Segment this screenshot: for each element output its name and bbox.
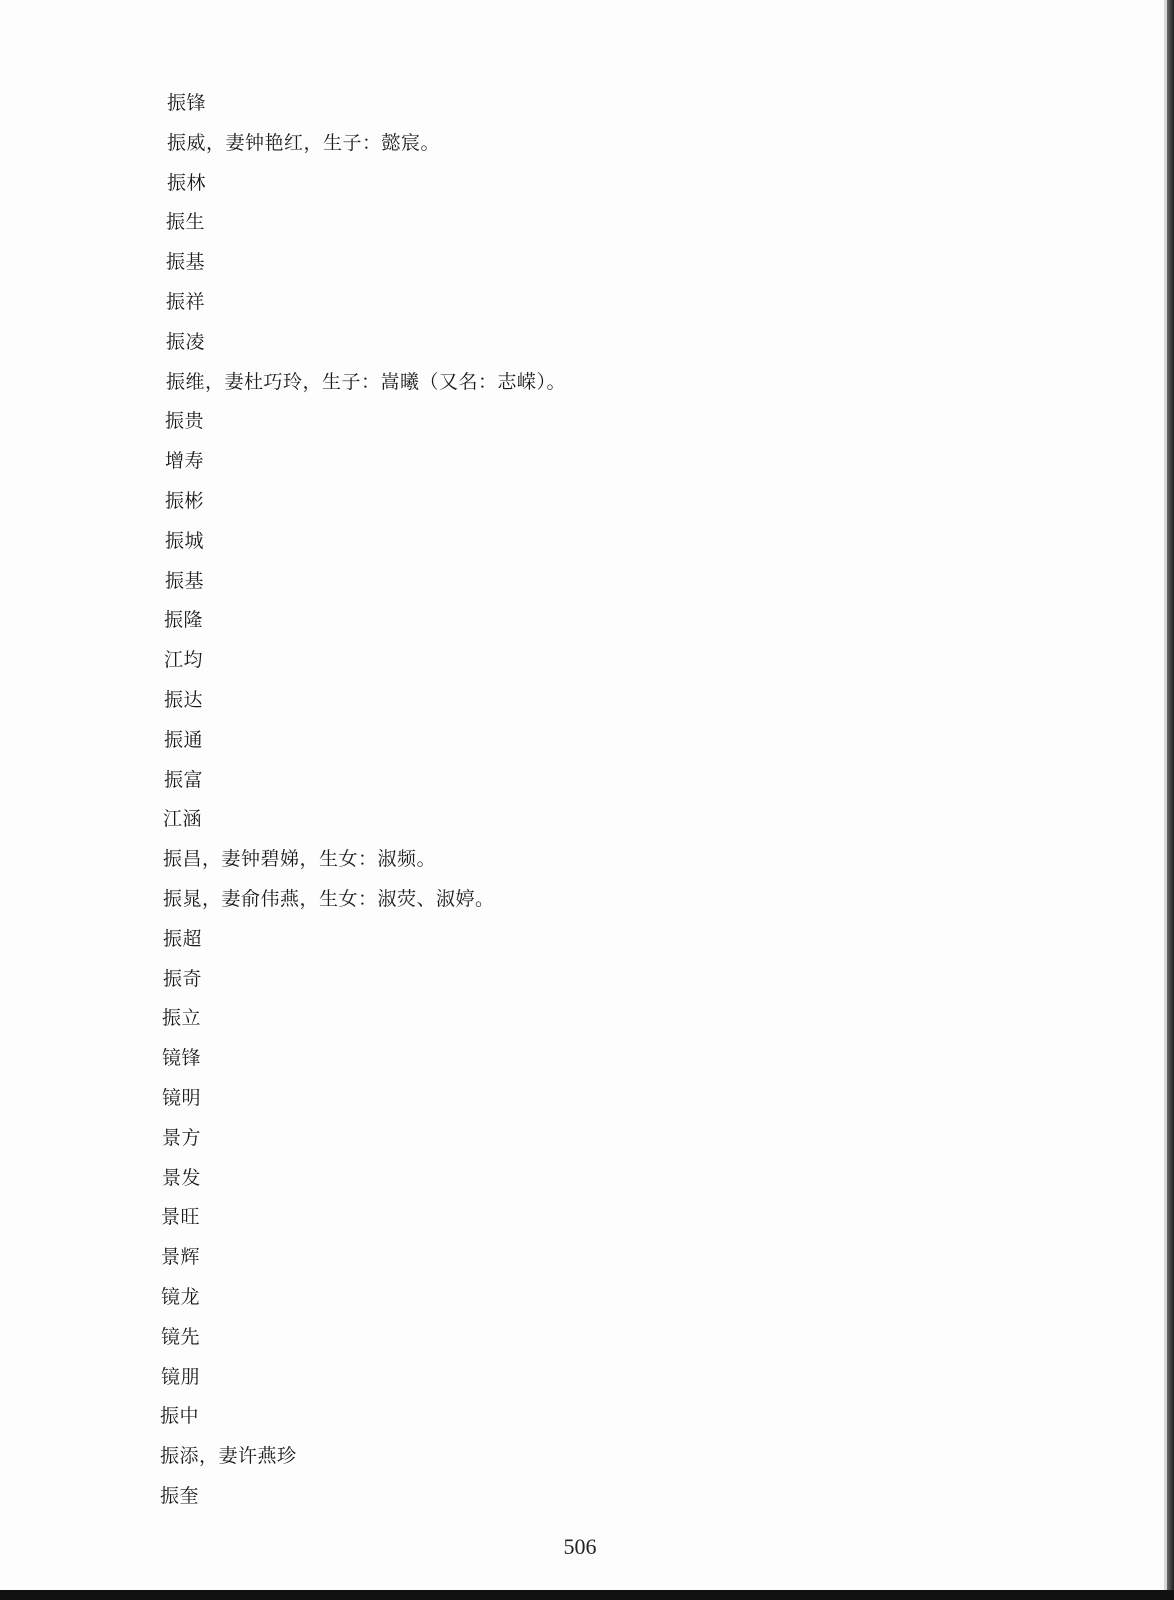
genealogy-entry: 振奇: [163, 968, 203, 990]
scan-edge-shadow-bottom: [0, 1590, 1174, 1600]
genealogy-entry: 振基: [166, 251, 206, 273]
genealogy-entry: 振晁，妻俞伟燕，生女：淑荧、淑婷。: [163, 888, 495, 910]
genealogy-entry: 振威，妻钟艳红，生子：懿宸。: [167, 132, 441, 154]
genealogy-entry: 镜龙: [161, 1286, 201, 1308]
genealogy-entry: 振添，妻许燕珍: [160, 1445, 297, 1467]
genealogy-entry: 振贵: [165, 410, 205, 432]
genealogy-entry: 振奎: [160, 1485, 200, 1507]
genealogy-entry: 景旺: [161, 1206, 201, 1228]
genealogy-entry: 振通: [164, 729, 204, 751]
genealogy-entry: 振生: [166, 211, 206, 233]
genealogy-entry: 振超: [163, 928, 203, 950]
genealogy-entry: 振基: [165, 570, 205, 592]
page-number: 506: [563, 1534, 597, 1559]
scan-edge-shadow-right: [1167, 0, 1174, 1600]
genealogy-entry: 振立: [162, 1007, 202, 1029]
genealogy-entry: 振富: [164, 769, 204, 791]
genealogy-entry: 增寿: [165, 450, 205, 472]
genealogy-entry: 振凌: [166, 331, 206, 353]
genealogy-entry: 江均: [164, 649, 204, 671]
genealogy-entry: 振锋: [167, 92, 207, 114]
genealogy-entry: 振祥: [166, 291, 206, 313]
genealogy-entry: 江涵: [163, 808, 203, 830]
genealogy-entry: 振城: [165, 530, 205, 552]
genealogy-entry: 振林: [167, 172, 207, 194]
genealogy-entry: 镜锋: [162, 1047, 202, 1069]
genealogy-entry: 景发: [162, 1167, 202, 1189]
genealogy-entry: 景方: [162, 1127, 202, 1149]
genealogy-entry: 振隆: [164, 609, 204, 631]
genealogy-entry: 振达: [164, 689, 204, 711]
genealogy-entry: 振维，妻杜巧玲，生子：嵩曦（又名：志嵘）。: [166, 371, 567, 393]
genealogy-entry: 镜明: [162, 1087, 202, 1109]
genealogy-entry: 镜朋: [161, 1366, 201, 1388]
genealogy-entry: 振彬: [165, 490, 205, 512]
genealogy-entry: 景辉: [161, 1246, 201, 1268]
genealogy-entry: 振中: [160, 1405, 200, 1427]
genealogy-entry: 镜先: [161, 1326, 201, 1348]
genealogy-entry: 振昌，妻钟碧娣，生女：淑频。: [163, 848, 437, 870]
